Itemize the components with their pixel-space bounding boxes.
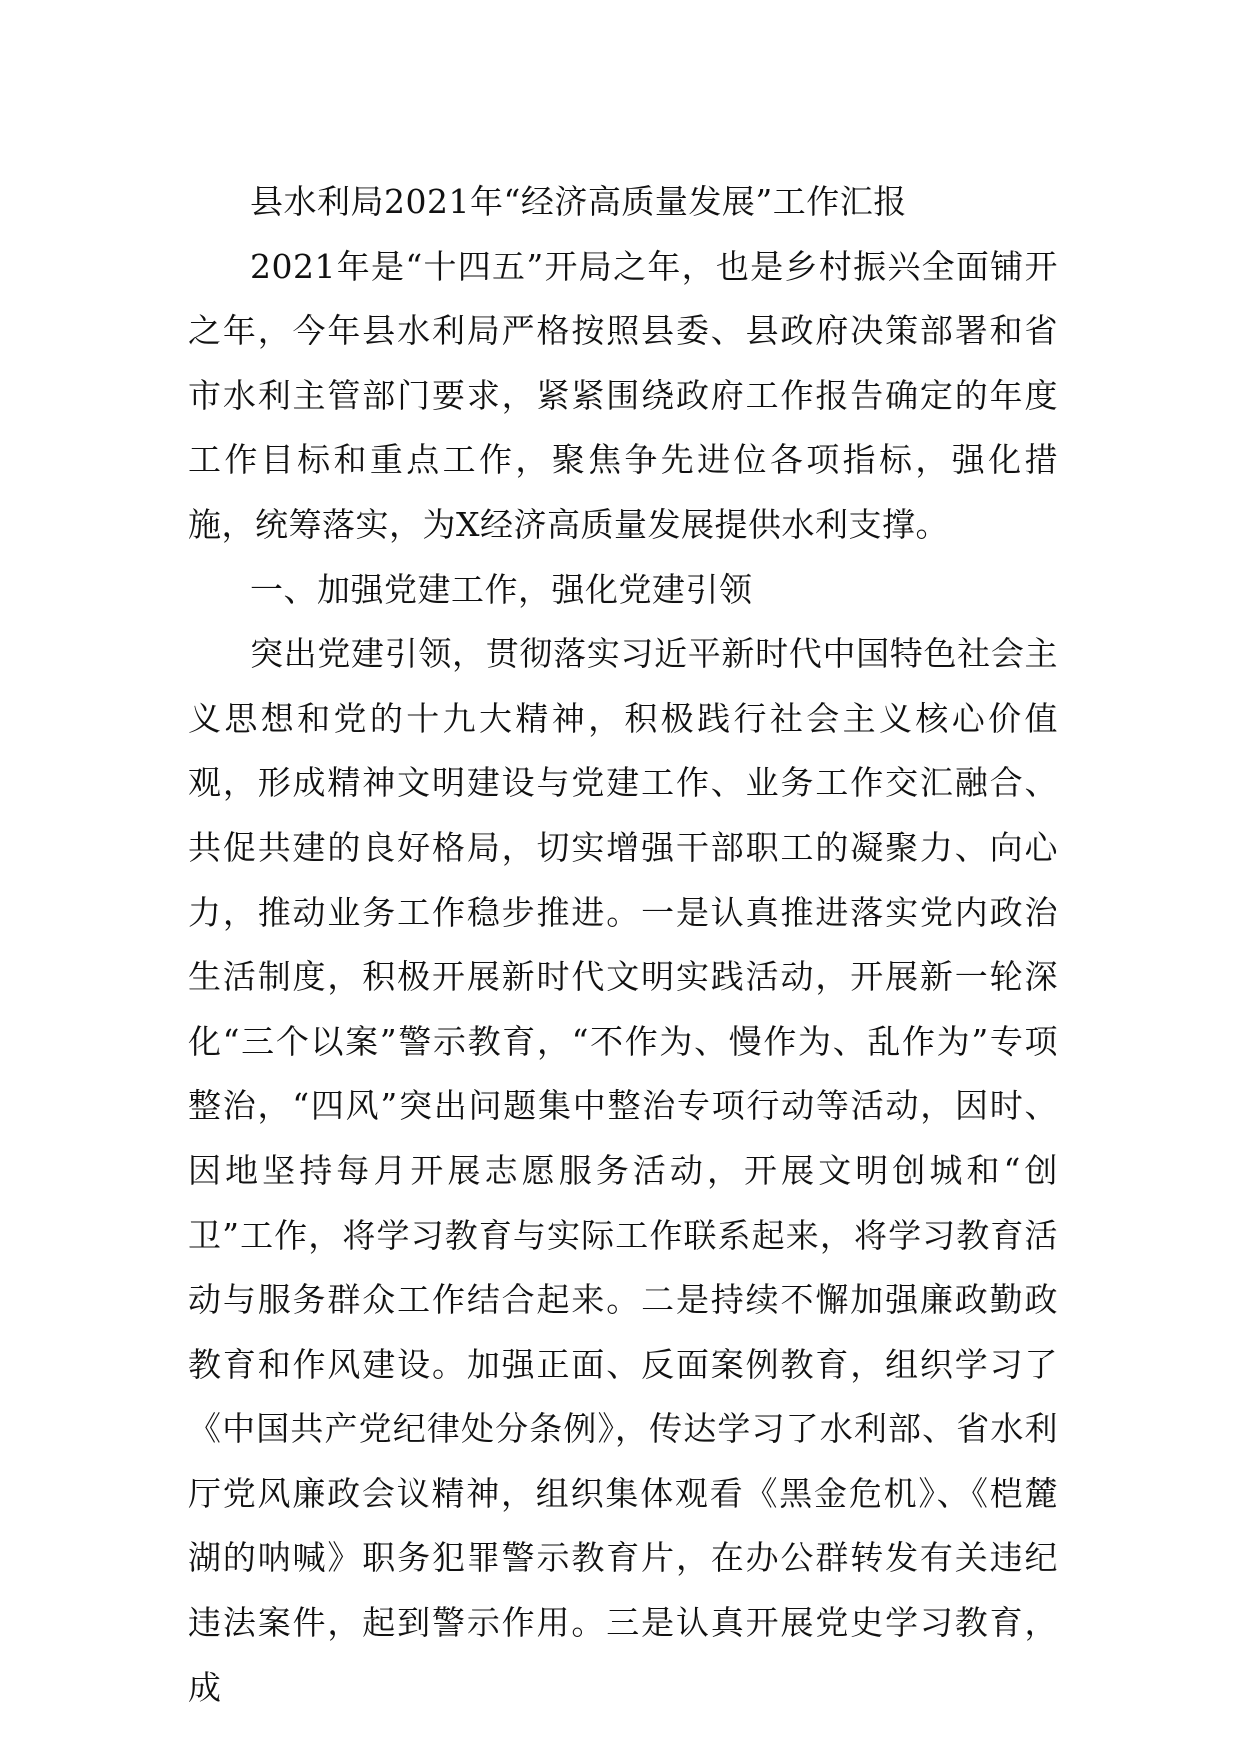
intro-paragraph: 2021年是“十四五”开局之年，也是乡村振兴全面铺开之年，今年县水利局严格按照县委、县政府决策部署和省市水利主管部门要求，紧紧围绕政府工作报告确定的年度工作目标和重点工作，聚焦争先进位各项指标，强化措施，统筹落实，为X经济高质量发展提供水利支撑。 [188, 246, 1058, 544]
section-body-paragraph: 突出党建引领，贯彻落实习近平新时代中国特色社会主义思想和党的十九大精神，积极践行社会主义核心价值观，形成精神文明建设与党建工作、业务工作交汇融合、共促共建的良好格局，切实增强干部职工的凝聚力、向心力，推动业务工作稳步推进。一是认真推进落实党内政治生活制度，积极开展新时代文明实践活动，开展新一轮深化“三个以案”警示教育，“不作为、慢作为、乱作为”专项整治，“四风”突出问题集中整治专项行动等活动，因时、因地坚持每月开展志愿服务活动，开展文明创城和“创卫”工作，将学习教育与实际工作联系起来，将学习教育活动与服务群众工作结合起来。二是持续不懈加强廉政勤政教育和作风建设。加强正面、反面案例教育，组织学习了《中国共产党纪律处分条例》，传达学习了水利部、省水利厅党风廉政会议精神，组织集体观看《黑金危机》、《桤麓湖的呐喊》职务犯罪警示教育片，在办公群转发有关违纪违法案件，起到警示作用。三是认真开展党史学习教育，成 [188, 634, 1058, 1707]
document-body [188, 170, 1058, 1720]
document-title: 县水利局2021年“经济高质量发展”工作汇报 [250, 182, 907, 221]
section-heading: 一、加强党建工作，强化党建引领 [250, 569, 753, 609]
